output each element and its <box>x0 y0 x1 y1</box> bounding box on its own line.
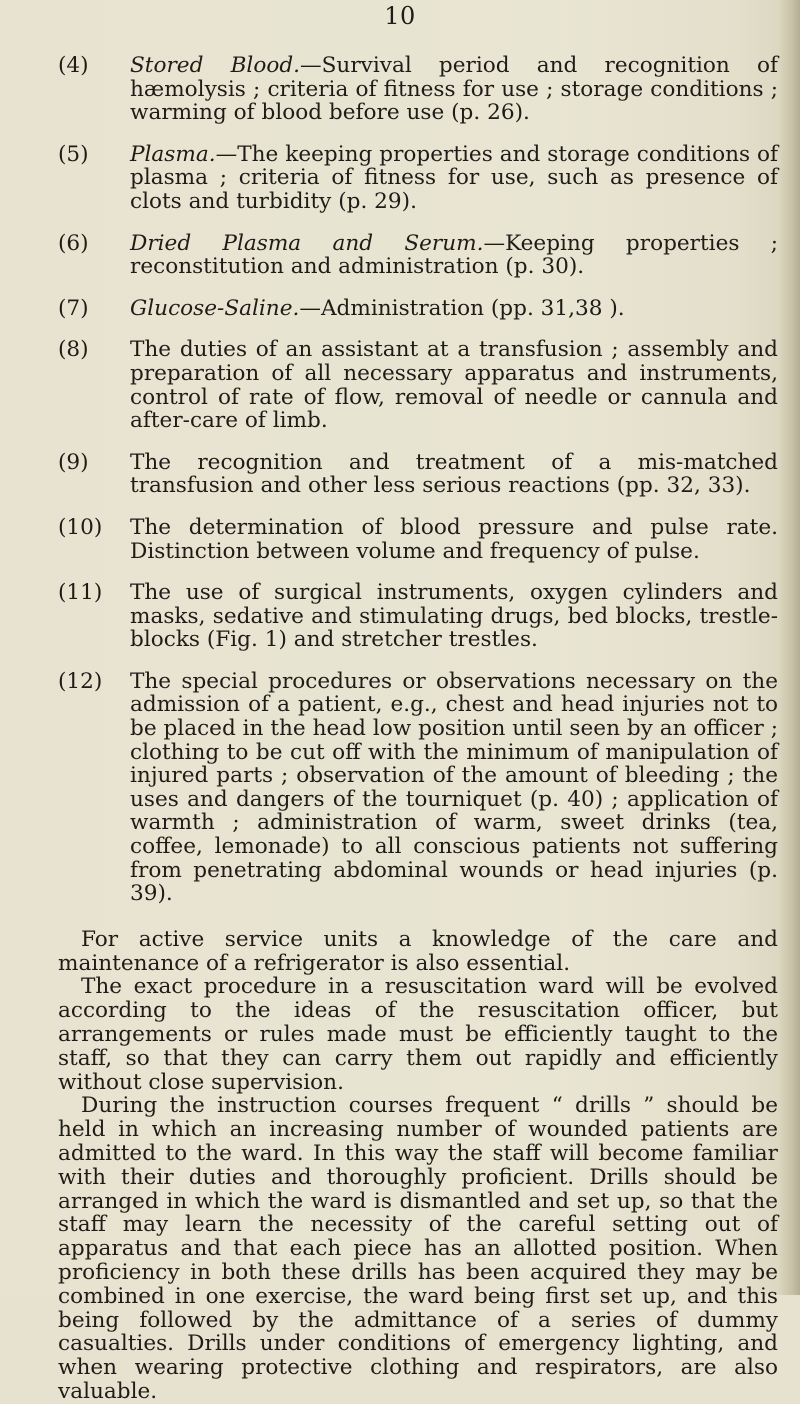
body-paragraph: For active service units a knowledge of the care and maintenance of a refrigerator is also essential. <box>58 926 778 976</box>
item-number: (7) <box>58 295 89 321</box>
item-number: (4) <box>58 53 89 78</box>
item-heading: Glucose-Saline. <box>130 295 300 321</box>
list-item <box>58 581 778 652</box>
item-text: The recognition and treatment of a mis-matched transfusion and other less serious reactions (pp. 32, 33). <box>130 449 778 499</box>
item-number: (10) <box>58 514 103 540</box>
item-number: (12) <box>58 668 103 694</box>
item-number: (6) <box>58 230 89 256</box>
item-number: (5) <box>58 141 89 167</box>
list-item <box>58 54 778 125</box>
item-text: The duties of an assistant at a transfusion ; assembly and preparation of all necessary apparatus and instruments, control of rate of flow, removal of needle or cannula and after-care of limb. <box>130 337 778 434</box>
item-heading: Plasma. <box>130 141 216 167</box>
item-number: (11) <box>58 580 103 606</box>
list-item <box>58 516 778 563</box>
item-text: The special procedures or observations necessary on the admission of a patient, e.g., chest and head injuries not to be placed in the head low position until seen by an officer ; clothing to be cut off with the minimum of manipulation of injured parts ; observation of the amount of bleeding ; the uses and dangers of the tourniquet (p. 40) ; application of warmth ; administration of warm, sweet drinks (tea, coffee, lemonade) to all conscious patients not suffering from penetrating abdominal wounds or head injuries (p. 39). <box>130 668 778 907</box>
list-item <box>58 143 778 214</box>
list-item <box>58 670 778 906</box>
page-edge-shadow <box>778 0 800 1295</box>
body-paragraph: The exact procedure in a resuscitation ward will be evolved according to the ideas of the resuscitation officer, but arrangements or rules made must be efficiently taught to the staff, so that they can carry them out rapidly and efficiently without close supervision. <box>58 974 778 1095</box>
item-text: —Keeping properties ; reconstitution and administration (p. 30). <box>130 230 778 280</box>
item-text: —Administration (pp. 31,38 ). <box>299 295 625 321</box>
item-heading: Stored Blood. <box>130 53 301 78</box>
list-item <box>58 451 778 498</box>
item-text: —The keeping properties and storage conditions of plasma ; criteria of fitness for use, such as presence of clots and turbidity (p. 29). <box>130 141 778 214</box>
item-heading: Dried Plasma and Serum. <box>130 230 484 256</box>
page-body <box>58 54 778 1404</box>
page-number: 10 <box>384 2 416 30</box>
list-item <box>58 338 778 432</box>
list-item <box>58 297 778 321</box>
item-number: (9) <box>58 449 89 475</box>
body-paragraph: During the instruction courses frequent “ drills ” should be held in which an increasing number of wounded patients are admitted to the ward. In this way the staff will become familiar with their duties and thoroughly proficient. Drills should be arranged in which the ward is dismantled and set up, so that the staff may learn the necessity of the careful setting out of apparatus and that each piece has an allotted position. When proficiency in both these drills has been acquired they may be combined in one exercise, the ward being first set up, and this being followed by the admittance of a series of dummy casualties. Drills under conditions of emergency lighting, and when wearing protective clothing and respirators, are also valuable. <box>58 1093 778 1404</box>
item-number: (8) <box>58 337 89 363</box>
item-text: The determination of blood pressure and pulse rate. Distinction between volume and frequency of pulse. <box>130 514 778 564</box>
list-item <box>58 232 778 279</box>
item-text: The use of surgical instruments, oxygen cylinders and masks, sedative and stimulating drugs, bed blocks, trestle-blocks (Fig. 1) and stretcher trestles. <box>130 580 778 653</box>
item-text: —Survival period and recognition of hæmolysis ; criteria of fitness for use ; storage conditions ; warming of blood before use (p. 26). <box>130 53 778 126</box>
